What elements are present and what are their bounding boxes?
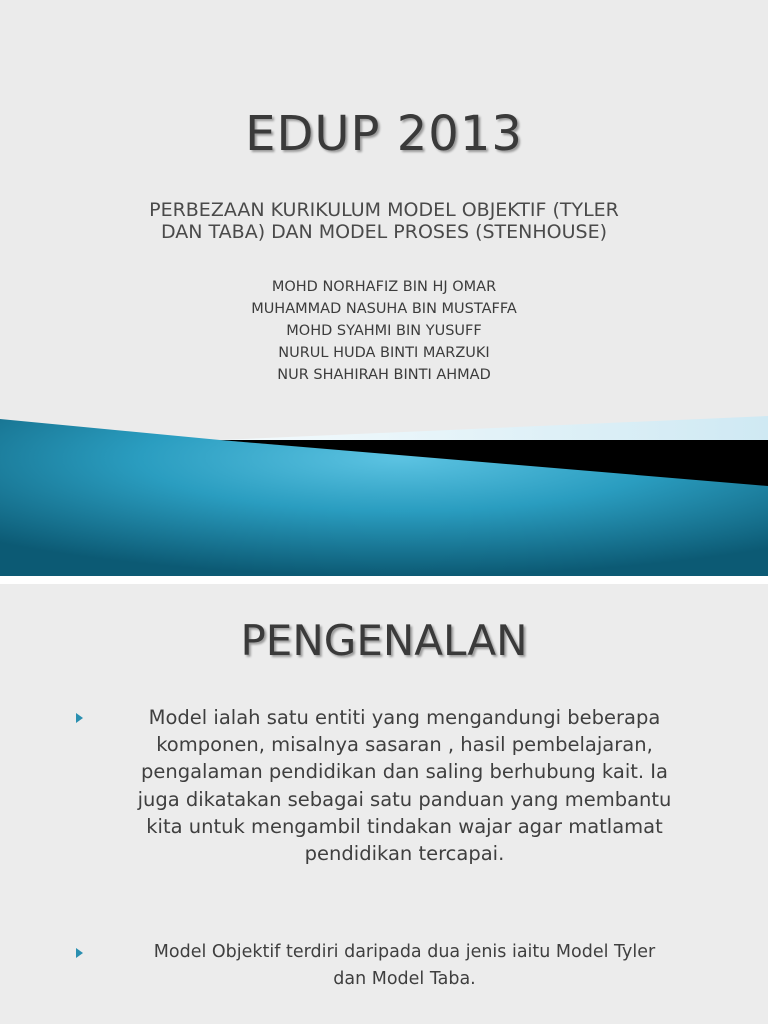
bullet-line: pengalaman pendidikan dan saling berhubung kait. Ia <box>141 760 668 784</box>
decorative-banner <box>0 410 768 576</box>
slide-title: EDUP 2013 <box>245 106 523 162</box>
bullet-line: juga dikatakan sebagai satu panduan yang membantu <box>137 787 672 811</box>
bullet-line: Model ialah satu entiti yang mengandungi beberapa <box>148 706 661 729</box>
subtitle-line: DAN TABA) DAN MODEL PROSES (STENHOUSE) <box>160 221 608 243</box>
bullet-line: Model Objektif terdiri daripada dua jenis iaitu Model Tyler <box>153 942 656 962</box>
author-name: NUR SHAHIRAH BINTI AHMAD <box>277 367 491 383</box>
triangle-bullet-icon <box>76 948 83 958</box>
section-title: PENGENALAN <box>240 616 528 665</box>
bullet-text <box>93 939 716 993</box>
bullet-item <box>76 939 716 993</box>
author-name: MOHD NORHAFIZ BIN HJ OMAR <box>271 279 497 295</box>
triangle-bullet-icon <box>76 713 83 723</box>
content-slide <box>0 584 768 1024</box>
author-name: MUHAMMAD NASUHA BIN MUSTAFFA <box>251 301 517 317</box>
author-list <box>0 276 768 386</box>
author-name: MOHD SYAHMI BIN YUSUFF <box>286 323 482 339</box>
slide-subtitle <box>60 199 708 243</box>
light-band-shape <box>220 416 768 440</box>
author-name: NURUL HUDA BINTI MARZUKI <box>278 345 490 361</box>
bullet-text <box>93 704 716 867</box>
slide-divider <box>0 576 768 584</box>
bullet-line: dan Model Taba. <box>333 969 476 989</box>
bullet-line: pendidikan tercapai. <box>304 842 505 866</box>
subtitle-line: PERBEZAAN KURIKULUM MODEL OBJEKTIF (TYLER <box>149 199 619 221</box>
bullet-line: kita untuk mengambil tindakan wajar agar matlamat <box>146 814 663 838</box>
bullet-item <box>76 704 716 867</box>
bullet-line: komponen, misalnya sasaran , hasil pembelajaran, <box>156 733 653 757</box>
